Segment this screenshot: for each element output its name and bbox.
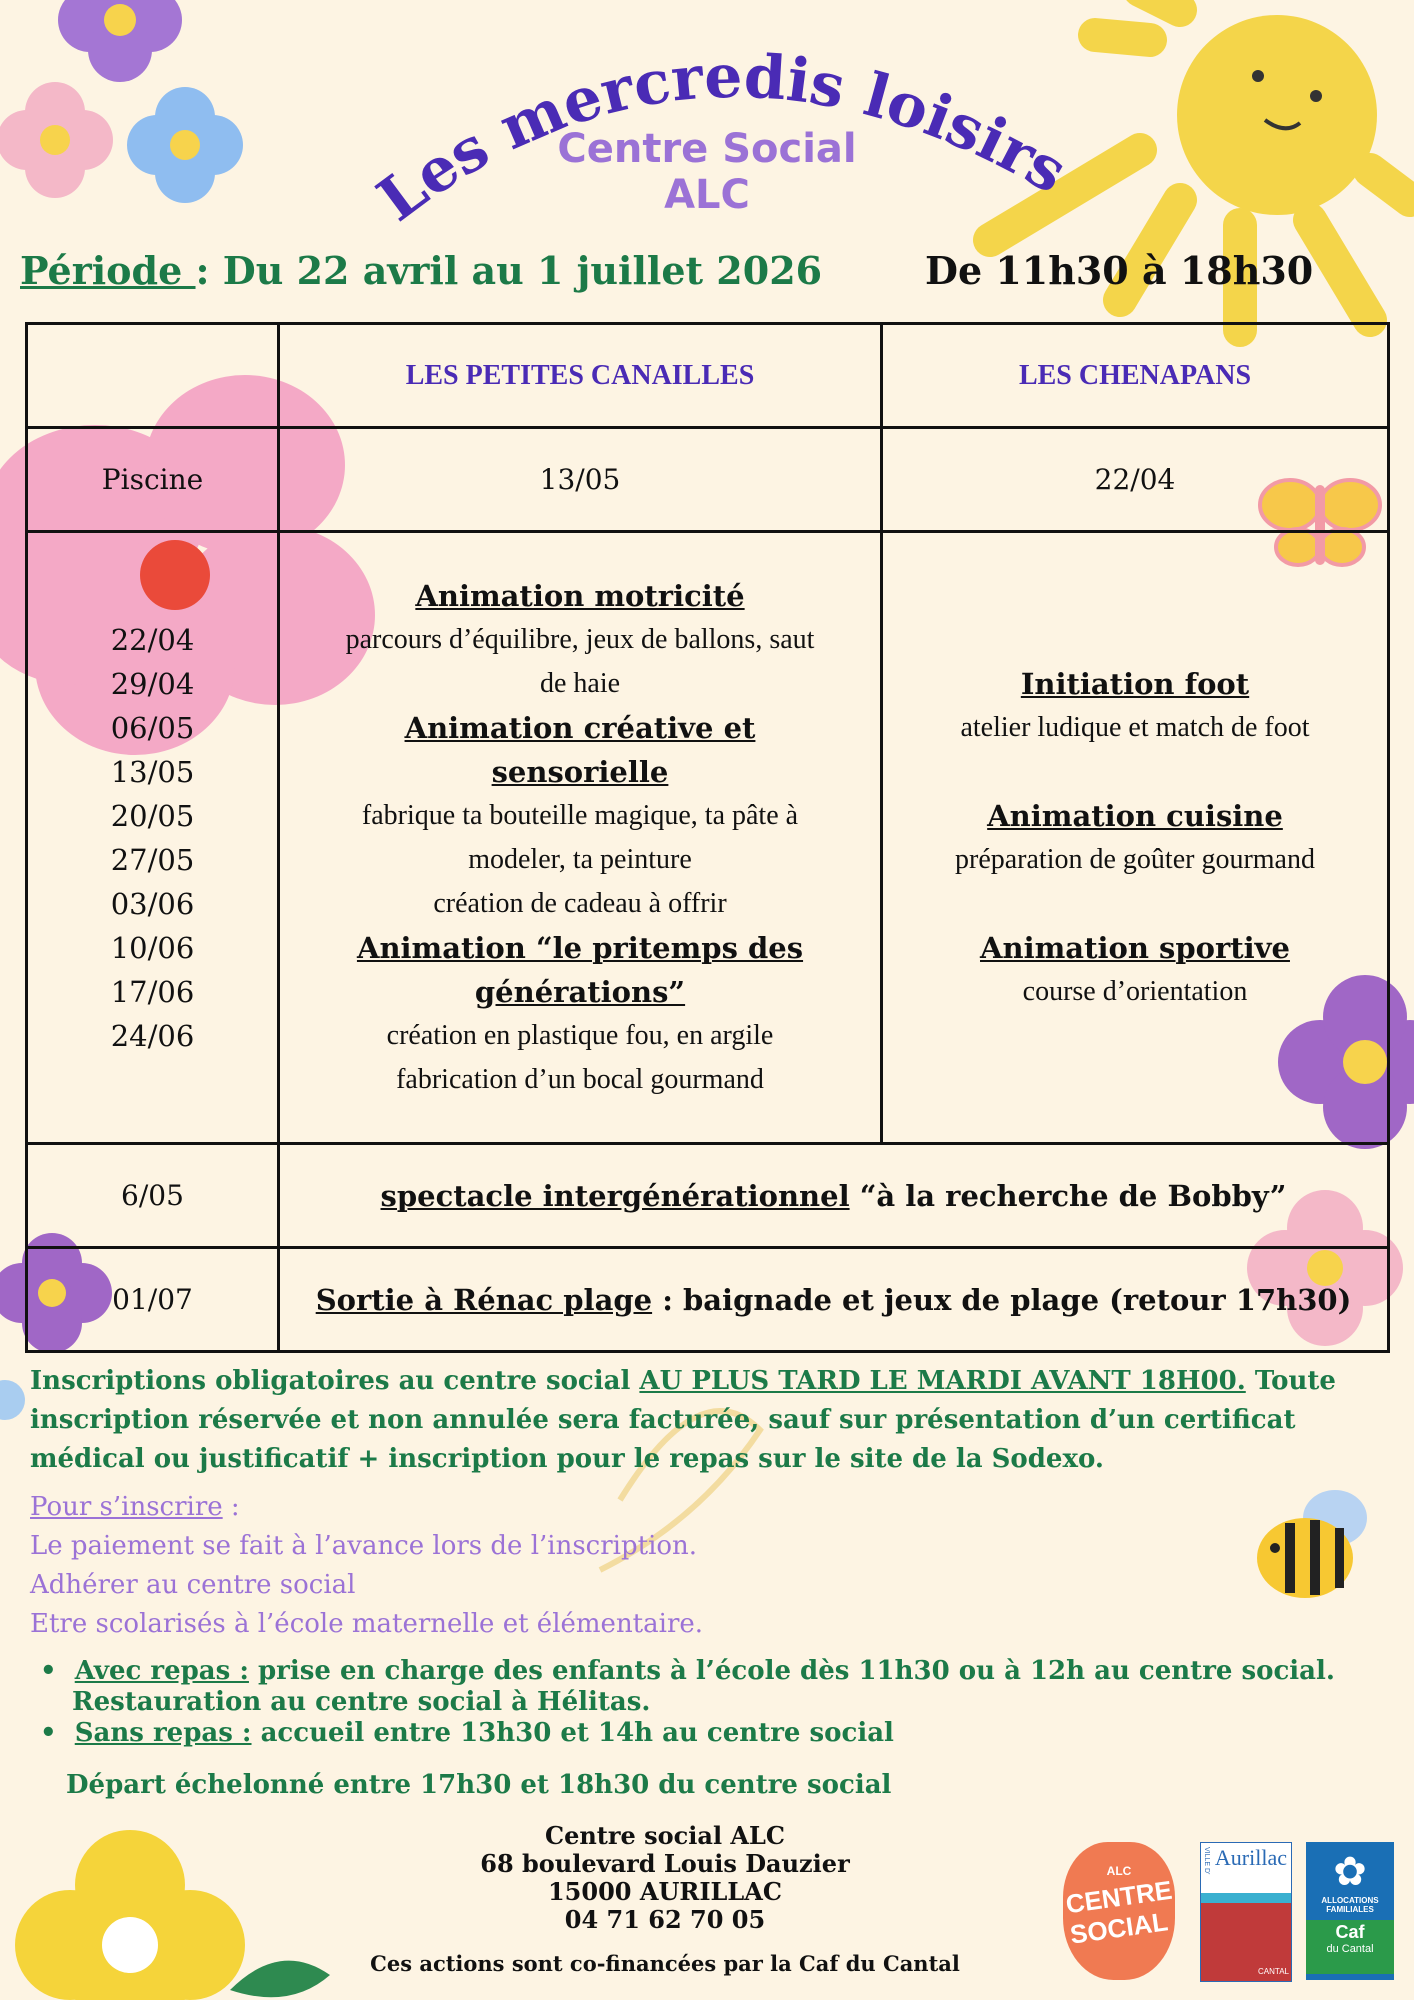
show-rest: “à la recherche de Bobby” (849, 1178, 1287, 1213)
info-deadline: AU PLUS TARD LE MARDI AVANT 18H00. (639, 1366, 1246, 1396)
activity-desc: création en plastique fou, en argile (386, 1019, 774, 1051)
col2-activities (882, 532, 1389, 1144)
outing-title: Sortie à Rénac plage (315, 1282, 653, 1317)
how-to-register (30, 1488, 703, 1644)
activity-desc: modeler, ta peinture (468, 843, 692, 875)
date-item: 22/04 (110, 622, 195, 657)
col-header-chenapans: LES CHENAPANS (882, 324, 1389, 428)
table-row (27, 1144, 1389, 1248)
registration-info (30, 1362, 1336, 1479)
caf-logo-line2: FAMILIALES (1326, 1905, 1374, 1914)
period-value: : Du 22 avril au 1 juillet 2026 (195, 248, 823, 293)
alc-logo-small: ALC (1106, 1864, 1132, 1878)
activity-desc: atelier ludique et match de foot (960, 711, 1310, 743)
date-item: 29/04 (110, 666, 195, 701)
flower-icon (58, 0, 182, 82)
address-phone: 04 71 62 70 05 (564, 1905, 766, 1934)
date-item: 13/05 (110, 754, 195, 789)
activity-desc: fabrique ta bouteille magique, ta pâte à (361, 799, 799, 831)
caf-family-icon: ✿ (1333, 1850, 1367, 1894)
empty-header-cell (27, 324, 279, 428)
outing-rest: : baignade et jeux de plage (retour 17h30) (652, 1282, 1352, 1317)
caf-logo-line1: ALLOCATIONS (1321, 1896, 1379, 1905)
how-label: Pour s’inscrire (30, 1492, 223, 1522)
activity-title: Animation sportive (980, 930, 1290, 965)
col1-activities (279, 532, 882, 1144)
show-date: 6/05 (27, 1144, 279, 1248)
date-item: 24/06 (110, 1018, 195, 1053)
table-row (27, 1248, 1389, 1352)
how-colon: : (222, 1492, 240, 1522)
outing-date: 01/07 (27, 1248, 279, 1352)
activity-desc: parcours d’équilibre, jeux de ballons, saut (345, 623, 815, 655)
date-item: 27/05 (110, 842, 195, 877)
address-street: 68 boulevard Louis Dauzier (480, 1849, 850, 1878)
departure-info: Départ échelonné entre 17h30 et 18h30 du centre social (66, 1770, 892, 1800)
aurillac-logo-bottom: CANTAL (1258, 1967, 1289, 1976)
alc-logo-line1: CENTRE (1063, 1874, 1174, 1920)
show-cell (279, 1144, 1389, 1248)
bee-icon (1257, 1490, 1367, 1598)
aurillac-logo-side: VILLE D' (1203, 1847, 1210, 1875)
table-row (27, 532, 1389, 1144)
bullet2-label: Sans repas : (74, 1718, 252, 1748)
piscine-label: Piscine (27, 428, 279, 532)
date-item: 17/06 (110, 974, 195, 1009)
alc-centre-social-logo (1063, 1842, 1175, 1980)
table-header-row (27, 324, 1389, 428)
date-item: 06/05 (110, 710, 195, 745)
activity-title: générations” (474, 974, 686, 1009)
caf-logo-region: du Cantal (1326, 1943, 1374, 1955)
aurillac-logo-text: Aurillac (1214, 1845, 1287, 1870)
date-item: 20/05 (110, 798, 195, 833)
activity-title: Animation “le pritemps des (356, 930, 804, 965)
activity-desc: fabrication d’un bocal gourmand (396, 1063, 764, 1095)
activity-title: Animation motricité (415, 578, 745, 613)
show-title: spectacle intergénérationnel (380, 1178, 850, 1213)
date-item: 10/06 (110, 930, 195, 965)
alc-logo-line2: SOCIAL (1068, 1906, 1170, 1950)
info-line3: médical ou justificatif + inscription pour le repas sur le site de la Sodexo. (30, 1444, 1104, 1474)
bullet2-text: accueil entre 13h30 et 14h au centre social (251, 1718, 894, 1748)
table-row (27, 428, 1389, 532)
activity-title: sensorielle (491, 754, 669, 789)
date-item: 03/06 (110, 886, 195, 921)
activity-desc: de haie (539, 667, 621, 699)
schedule-table (25, 322, 1390, 1353)
activity-desc: course d’orientation (1022, 975, 1248, 1007)
hours: De 11h30 à 18h30 (925, 248, 1314, 293)
subtitle-centre-social: Centre Social (557, 126, 857, 172)
address-city: 15000 AURILLAC (547, 1877, 783, 1906)
info-line1c: Toute (1245, 1366, 1336, 1396)
col-header-petites-canailles: LES PETITES CANAILLES (279, 324, 882, 428)
activity-title: Animation cuisine (987, 798, 1283, 833)
activity-title: Initiation foot (1020, 666, 1250, 701)
address-name: Centre social ALC (544, 1821, 786, 1850)
piscine-date-col1: 13/05 (279, 428, 882, 532)
info-line1a: Inscriptions obligatoires au centre social (30, 1366, 640, 1396)
funding-note: Ces actions sont co-financées par la Caf du Cantal (370, 1951, 960, 1976)
flower-icon (0, 1380, 25, 1420)
piscine-date-col2: 22/04 (882, 428, 1389, 532)
period-line (20, 248, 822, 293)
bullet-with-meal: • Avec repas : prise en charge des enfants à l’école dès 11h30 ou à 12h au centre social. Restauration au centre social à Hélitas. • Sans repas : accueil entre 13h30 et 14h au centre social (40, 1656, 1335, 1748)
aurillac-logo (1200, 1842, 1292, 1982)
bullet1-line2: Restauration au centre social à Hélitas. (72, 1687, 651, 1717)
outing-cell (279, 1248, 1389, 1352)
requirement-item: Etre scolarisés à l’école maternelle et élémentaire. (30, 1609, 704, 1639)
activity-title: Animation créative et (404, 710, 756, 745)
activity-desc: préparation de goûter gourmand (955, 843, 1315, 875)
info-line2: inscription réservée et non annulée sera facturée, sauf sur présentation d’un certificat (30, 1405, 1296, 1435)
requirement-item: Le paiement se fait à l’avance lors de l’inscription. (30, 1531, 698, 1561)
period-label: Période (20, 248, 196, 293)
bullet1-label: Avec repas : (74, 1656, 249, 1686)
caf-logo (1306, 1842, 1394, 1980)
requirement-item: Adhérer au centre social (30, 1570, 356, 1600)
caf-logo-name: Caf (1335, 1922, 1365, 1942)
dates-cell (27, 532, 279, 1144)
activity-desc: création de cadeau à offrir (433, 887, 727, 919)
svg-text:Les mercredis loisirs: Les mercredis loisirs (365, 41, 1079, 236)
subtitle-alc: ALC (664, 172, 750, 218)
bullet1-text: prise en charge des enfants à l’école dès 11h30 ou à 12h au centre social. (248, 1656, 1335, 1686)
